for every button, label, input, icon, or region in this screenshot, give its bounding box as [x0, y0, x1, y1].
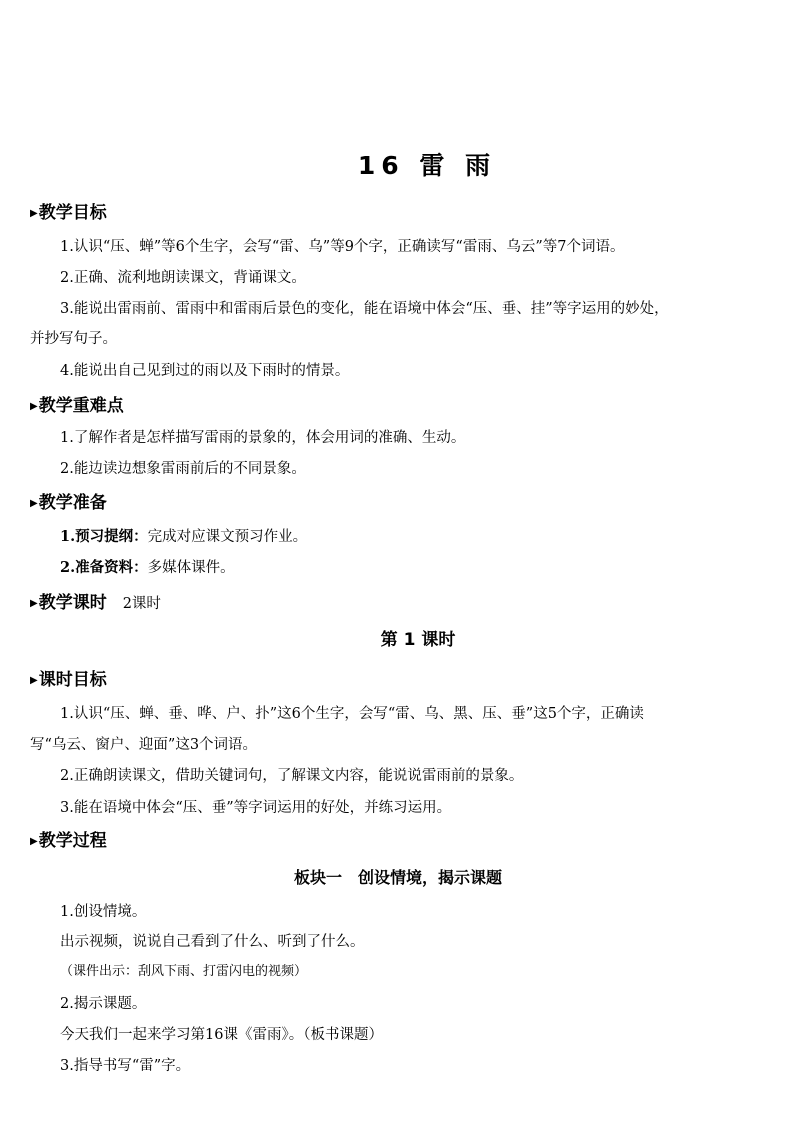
- goal-item-2: 2.正确、流利地朗读课文，背诵课文。: [60, 270, 306, 286]
- hours-value: 2课时: [122, 596, 161, 612]
- process-item-1-detail: 出示视频，说说自己看到了什么、听到了什么。: [60, 934, 365, 950]
- goal-item-4: 4.能说出自己见到过的雨以及下雨时的情景。: [60, 363, 350, 379]
- triangle-bullet-icon: ▶: [30, 208, 38, 219]
- section-heading-goals: ▶教学目标: [30, 201, 107, 225]
- keypoint-item-2: 2.能边读边想象雷雨前后的不同景象。: [60, 461, 306, 477]
- goal-item-3-continued: 并抄写句子。: [30, 331, 117, 347]
- prep-item-1-label: 1.预习提纲：: [60, 528, 148, 545]
- lesson-goal-item-1: 1.认识“压、蝉、垂、哗、户、扑”这6个生字，会写“雷、乌、黑、压、垂”这5个字，正确读: [60, 706, 644, 722]
- lesson-title: 16 雷 雨: [357, 151, 497, 180]
- process-item-2: 2.揭示课题。: [60, 996, 147, 1012]
- triangle-bullet-icon: ▶: [30, 675, 38, 686]
- prep-item-1-text: 完成对应课文预习作业。: [147, 529, 308, 545]
- section-heading-process: ▶教学过程: [30, 829, 107, 853]
- lesson-goal-item-1-continued: 写“乌云、窗户、迎面”这3个词语。: [30, 737, 258, 753]
- section-heading-lesson-goals: ▶课时目标: [30, 668, 107, 692]
- prep-item-1: [60, 526, 307, 548]
- lesson-goal-item-2: 2.正确朗读课文，借助关键词句，了解课文内容，能说说雷雨前的景象。: [60, 768, 524, 784]
- prep-item-2-label: 2.准备资料：: [60, 559, 148, 576]
- process-item-2-detail: 今天我们一起来学习第16课《雷雨》。（板书课题）: [60, 1027, 383, 1043]
- lesson-goal-item-3: 3.能在语境中体会“压、垂”等字词运用的好处，并练习运用。: [60, 800, 452, 816]
- goal-item-1: 1.认识“压、蝉”等6个生字，会写“雷、乌”等9个字，正确读写“雷雨、乌云”等7个词语。: [60, 239, 625, 255]
- section-heading-hours: ▶教学课时 2课时: [30, 591, 161, 615]
- process-item-3: 3.指导书写“雷”字。: [60, 1058, 191, 1074]
- lesson-1-heading: 第 1 课时: [380, 630, 456, 650]
- triangle-bullet-icon: ▶: [30, 498, 38, 509]
- section-heading-keypoints: ▶教学重难点: [30, 394, 124, 418]
- process-item-1: 1.创设情境。: [60, 904, 147, 920]
- courseware-note: （课件出示：刮风下雨、打雷闪电的视频）: [60, 964, 308, 979]
- prep-item-2: [60, 557, 235, 579]
- triangle-bullet-icon: ▶: [30, 598, 38, 609]
- keypoint-item-1: 1.了解作者是怎样描写雷雨的景象的，体会用词的准确、生动。: [60, 430, 466, 446]
- section-heading-prep: ▶教学准备: [30, 491, 107, 515]
- triangle-bullet-icon: ▶: [30, 401, 38, 412]
- triangle-bullet-icon: ▶: [30, 836, 38, 847]
- goal-item-3: 3.能说出雷雨前、雷雨中和雷雨后景色的变化，能在语境中体会“压、垂、挂”等字运用的妙处，: [60, 301, 669, 317]
- prep-item-2-text: 多媒体课件。: [147, 560, 235, 576]
- block-1-heading: 板块一 创设情境，揭示课题: [293, 868, 502, 887]
